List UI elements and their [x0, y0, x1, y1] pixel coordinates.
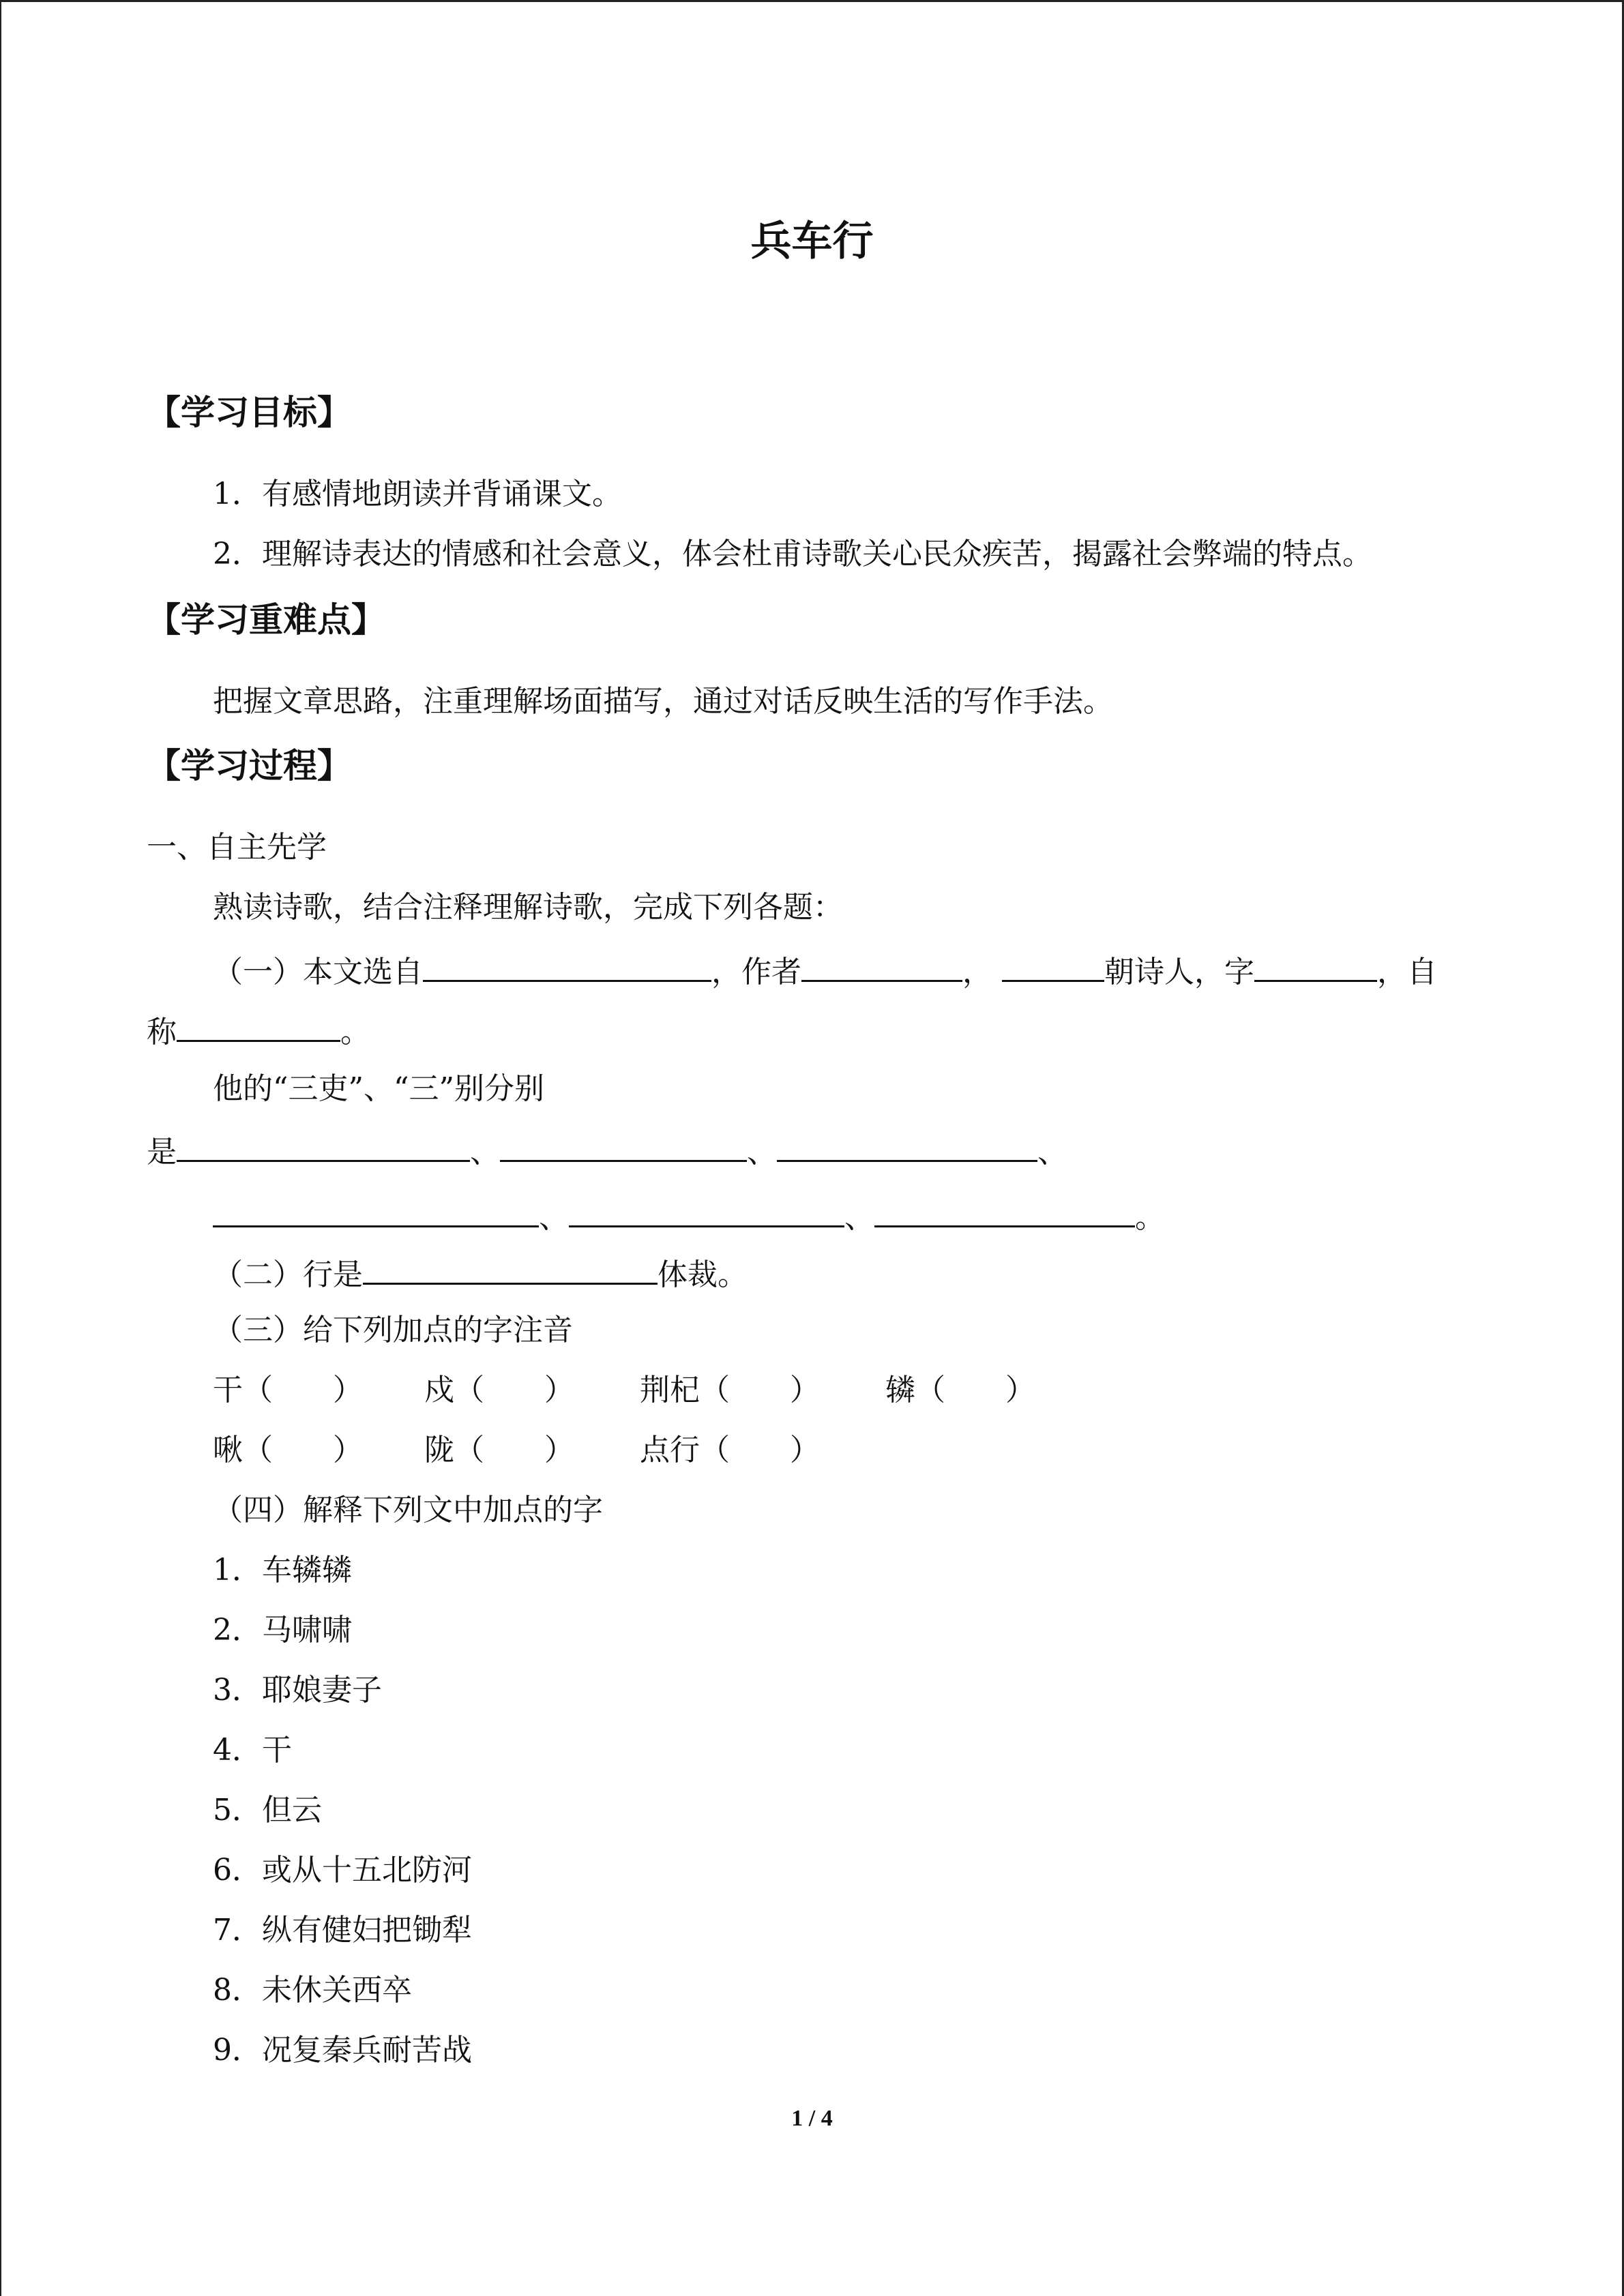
pronunciation-item: 荆杞（ ） — [640, 1373, 820, 1407]
page-border-left — [0, 0, 1, 2296]
pronunciation-item: 干（ ） — [213, 1373, 363, 1407]
genre-blank[interactable] — [363, 1253, 658, 1285]
list-item: 7．纵有健妇把锄犁 — [213, 1913, 472, 1948]
work-blank-1[interactable] — [177, 1130, 470, 1162]
section-heading-process: 【学习过程】 — [147, 746, 351, 786]
source-blank[interactable] — [423, 950, 711, 982]
question-1-text: ，自 — [1377, 955, 1437, 989]
self-title-blank[interactable] — [177, 1010, 340, 1042]
question-1-text: 朝诗人，字 — [1104, 955, 1254, 989]
instruction-text: 熟读诗歌，结合注释理解诗歌，完成下列各题： — [213, 890, 843, 925]
three-works-line-2 — [213, 1195, 1165, 1237]
list-item: 2．马啸啸 — [213, 1613, 352, 1648]
work-blank-6[interactable] — [874, 1195, 1135, 1227]
three-works-text: 是 — [147, 1135, 177, 1169]
separator: 。 — [1135, 1200, 1165, 1235]
work-blank-2[interactable] — [500, 1130, 747, 1162]
question-1-text: ， — [962, 955, 992, 989]
question-1-line — [213, 950, 1437, 992]
page-title: 兵车行 — [750, 218, 874, 265]
section-heading-goals: 【学习目标】 — [147, 393, 351, 432]
list-item: 1．车辚辚 — [213, 1553, 352, 1587]
work-blank-5[interactable] — [569, 1195, 844, 1227]
courtesy-name-blank[interactable] — [1254, 950, 1377, 982]
list-item: 9．况复秦兵耐苦战 — [213, 2033, 472, 2068]
question-3-title: （三）给下列加点的字注音 — [213, 1313, 573, 1347]
section-heading-key: 【学习重难点】 — [147, 600, 385, 640]
author-blank[interactable] — [801, 950, 962, 982]
question-4-title: （四）解释下列文中加点的字 — [213, 1493, 603, 1527]
dynasty-blank[interactable] — [1002, 950, 1104, 982]
list-item: 8．未休关西卒 — [213, 1973, 412, 2008]
separator: 、 — [470, 1135, 500, 1169]
list-item: 5．但云 — [213, 1793, 322, 1828]
goal-item: 2．理解诗表达的情感和社会意义，体会杜甫诗歌关心民众疾苦，揭露社会弊端的特点。 — [213, 537, 1372, 571]
question-1-text: ，作者 — [711, 955, 801, 989]
question-2-line — [213, 1253, 748, 1294]
pronunciation-item: 啾（ ） — [213, 1433, 363, 1467]
three-works-text: 他的“三吏”、“三”别分别 — [213, 1071, 544, 1106]
page-number: 1 / 4 — [791, 2106, 833, 2131]
list-item: 3．耶娘妻子 — [213, 1673, 382, 1708]
list-item: 4．干 — [213, 1733, 292, 1768]
separator: 、 — [1037, 1135, 1067, 1169]
pronunciation-item: 辚（ ） — [885, 1373, 1035, 1407]
question-2-text: （二）行是 — [213, 1257, 363, 1292]
three-works-line-1 — [147, 1130, 1067, 1172]
part-one-title: 一、自主先学 — [147, 830, 327, 865]
work-blank-4[interactable] — [213, 1195, 539, 1227]
pronunciation-item: 陇（ ） — [424, 1433, 574, 1467]
page-border-top — [0, 0, 1624, 2]
work-blank-3[interactable] — [777, 1130, 1037, 1162]
list-item: 6．或从十五北防河 — [213, 1853, 472, 1888]
separator: 、 — [844, 1200, 874, 1235]
question-1-line-2 — [147, 1010, 370, 1052]
key-text: 把握文章思路，注重理解场面描写，通过对话反映生活的写作手法。 — [213, 684, 1113, 719]
question-1-text: （一）本文选自 — [213, 955, 423, 989]
question-1-text: 。 — [340, 1015, 370, 1049]
separator: 、 — [539, 1200, 569, 1235]
pronunciation-item: 点行（ ） — [640, 1433, 820, 1467]
question-2-text: 体裁。 — [658, 1257, 748, 1292]
goal-item: 1．有感情地朗读并背诵课文。 — [213, 477, 622, 511]
pronunciation-item: 戍（ ） — [424, 1373, 574, 1407]
separator: 、 — [747, 1135, 777, 1169]
question-1-text: 称 — [147, 1015, 177, 1049]
